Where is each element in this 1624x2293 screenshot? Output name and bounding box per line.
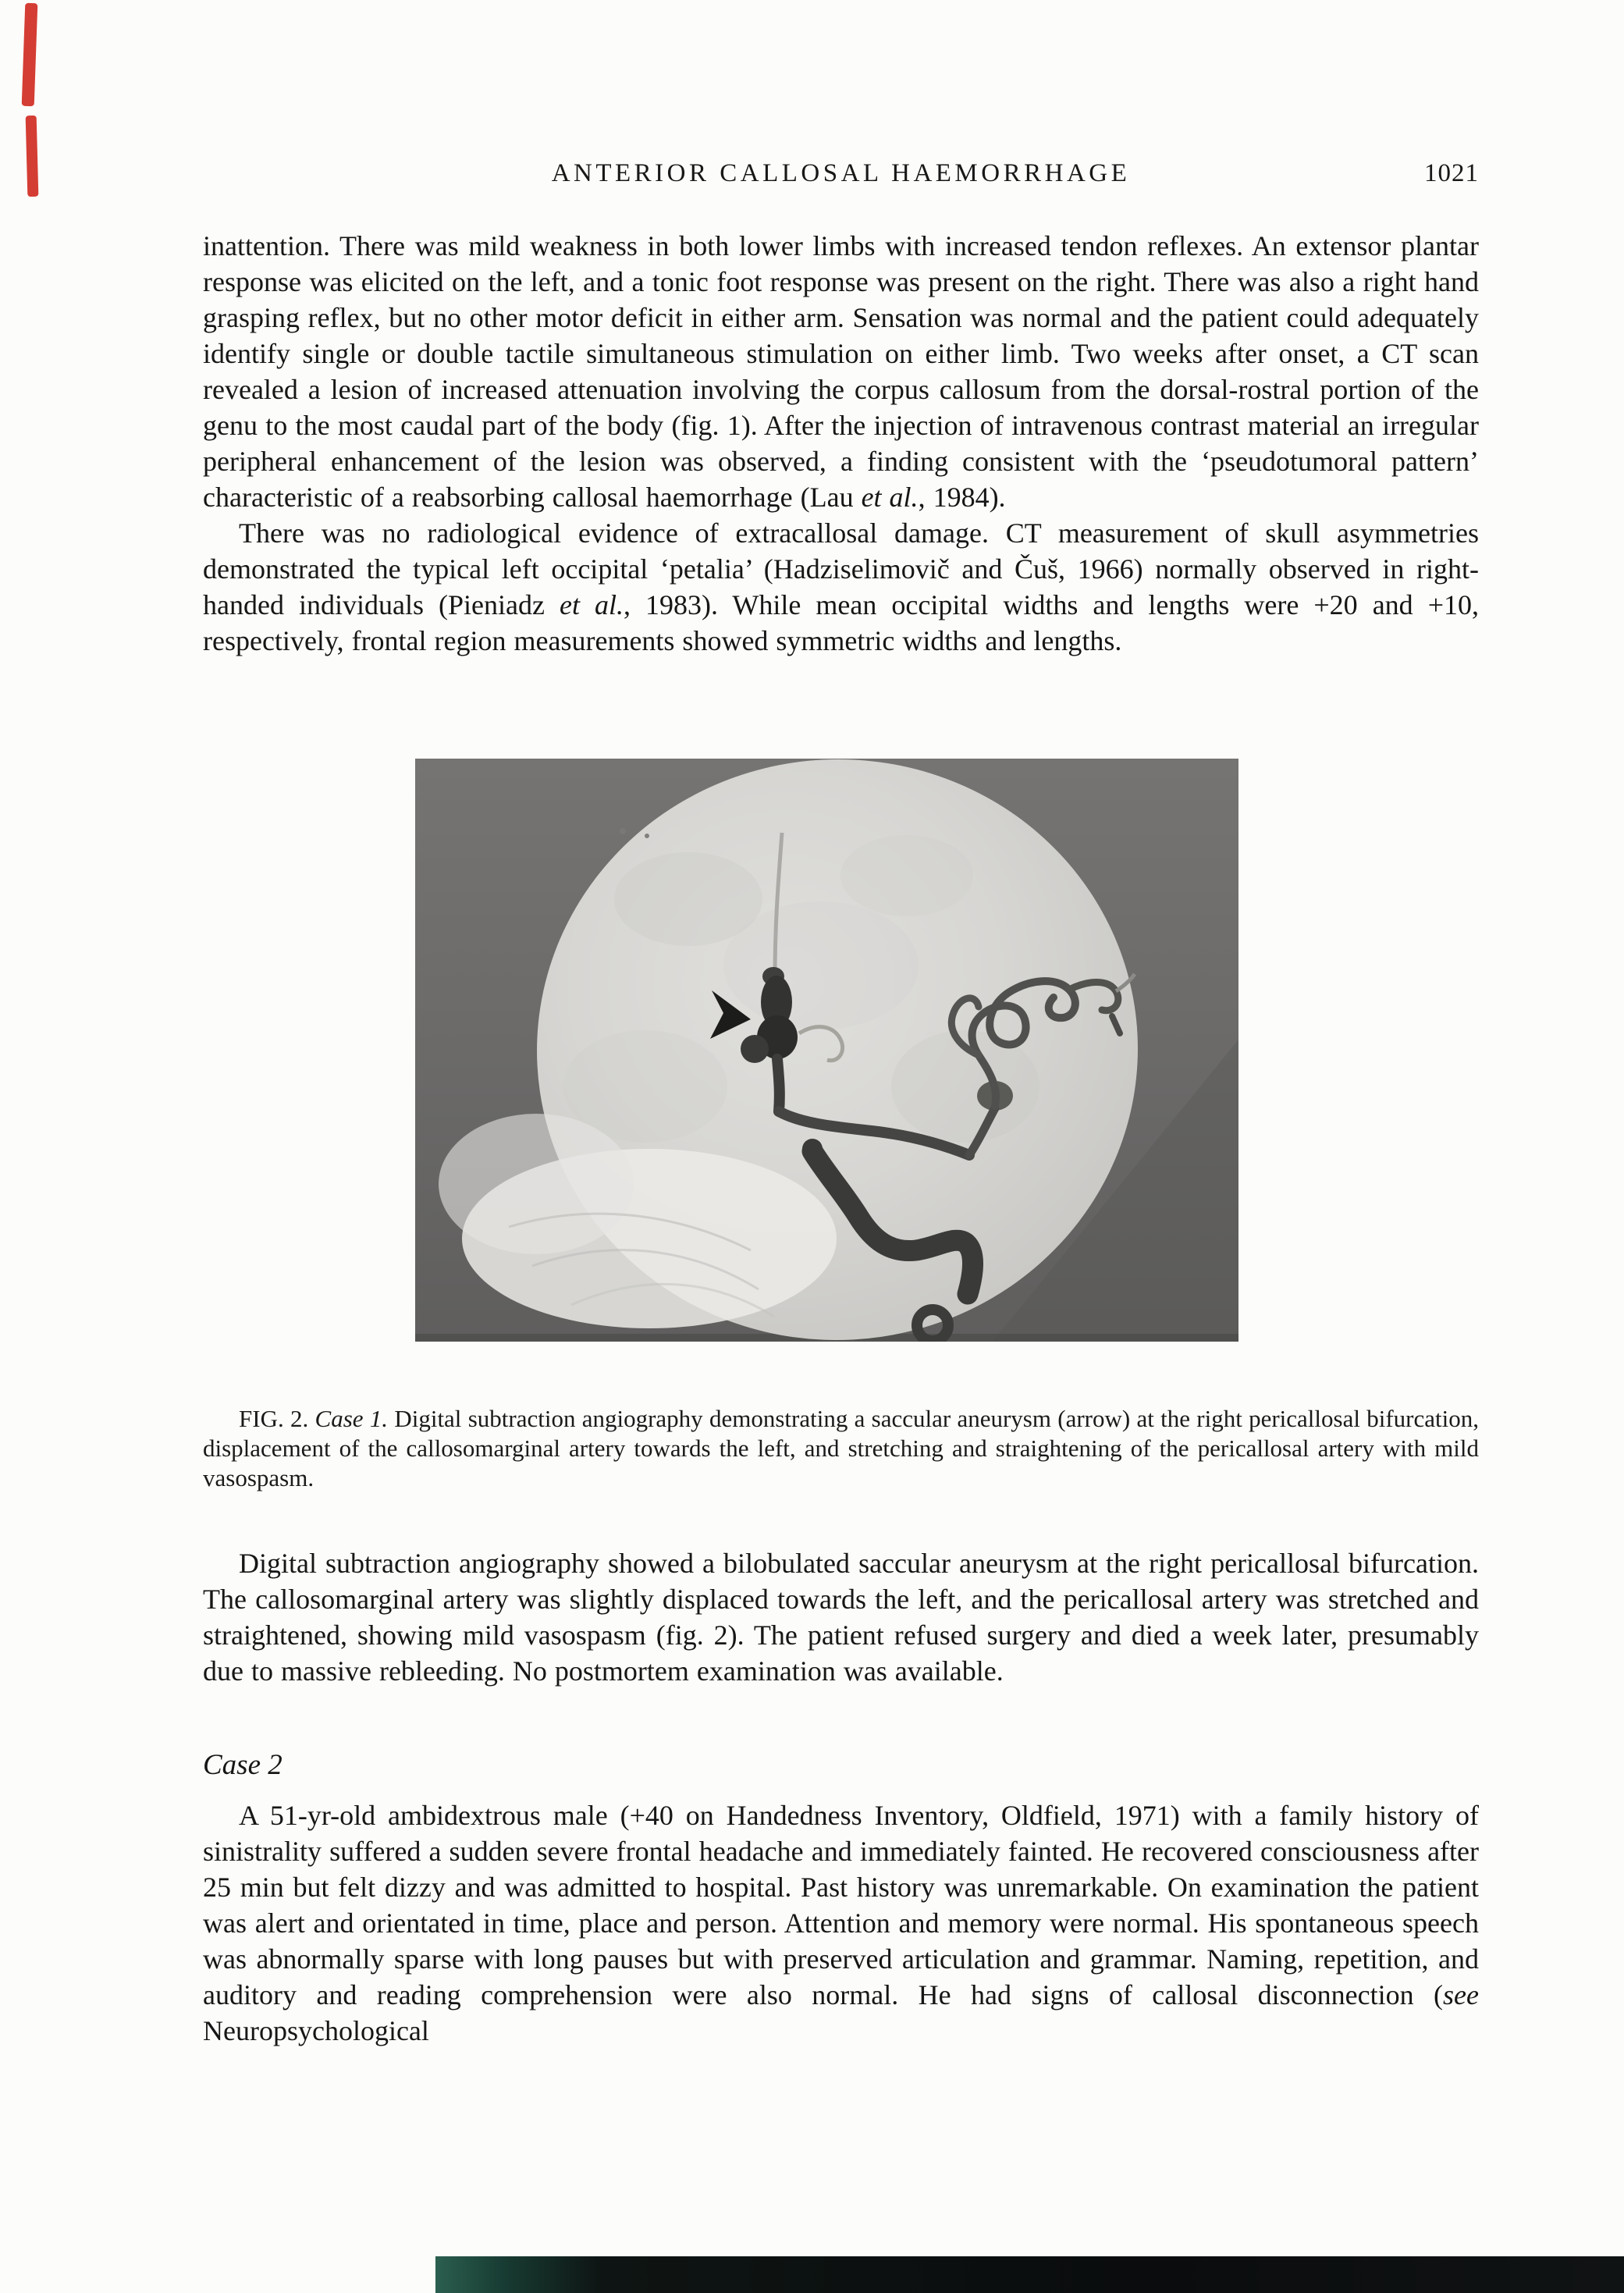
pericallosal-artery: [777, 1059, 780, 1111]
red-scan-mark-bottom: [26, 116, 39, 197]
aneurysm-side-lobe: [741, 1035, 769, 1063]
red-scan-mark-top: [22, 3, 38, 106]
figure-2-caption: FIG. 2. Case 1. Digital subtraction angiography demonstrating a saccular aneurysm (arrow) at the right pericallosal bifurcation, displacement of the callosomarginal artery towards the left, and stretching and straightening of the pericallosal artery with mild vasospasm.: [203, 1405, 1479, 1491]
angiography-illustration: [415, 759, 1238, 1342]
figure-2-angiography-image: [415, 759, 1238, 1342]
case-2-heading: Case 2: [203, 1749, 283, 1781]
paragraph-case-2: A 51-yr-old ambidextrous male (+40 on Handedness Inventory, Oldfield, 1971) with a family history of sinistrality suffered a sudden severe frontal headache and immediately fainted. He recovered consciousness after 25 min but felt dizzy and was admitted to hospital. Past history was unremarkable. On examination the patient was alert and orientated in time, place and person. Attention and memory were normal. His spontaneous speech was abnormally sparse with long pauses but with preserved articulation and grammar. Naming, repetition, and auditory and reading comprehension were also normal. He had signs of callosal disconnection (see Neuropsychological: [203, 1800, 1479, 2046]
running-header: [203, 159, 1479, 198]
body-text-column: [203, 228, 1479, 659]
paragraph-clinical-findings: inattention. There was mild weakness in both lower limbs with increased tendon reflexes. An extensor plantar response was elicited on the left, and a tonic foot response was present on the right. There was also a right hand grasping reflex, but no other motor deficit in either arm. Sensation was normal and the patient could adequately identify single or double tactile simultaneous stimulation on either limb. Two weeks after onset, a CT scan revealed a lesion of increased attenuation involving the corpus callosum from the dorsal-rostral portion of the genu to the most caudal part of the body (fig. 1). After the injection of intravenous contrast material an irregular peripheral enhancement of the lesion was observed, a finding consistent with the ‘pseudotumoral pattern’ characteristic of a reabsorbing callosal haemorrhage (Lau et al., 1984).: [203, 230, 1479, 513]
paragraph-angiography-result: Digital subtraction angiography showed a bilobulated saccular aneurysm at the right pericallosal bifurcation. The callosomarginal artery was slightly displaced towards the left, and the pericallosal artery was stretched and straightened, showing mild vasospasm (fig. 2). The patient refused surgery and died a week later, presumably due to massive rebleeding. No postmortem examination was available.: [203, 1548, 1479, 1687]
paragraph-radiology: There was no radiological evidence of extracallosal damage. CT measurement of skull asymmetries demonstrated the typical left occipital ‘petalia’ (Hadziselimovič and Čuš, 1966) normally observed in right-handed individuals (Pieniadz et al., 1983). While mean occipital widths and lengths were +20 and +10, respectively, frontal region measurements showed symmetric widths and lengths.: [203, 517, 1479, 656]
scanner-edge-band: [435, 2256, 1624, 2293]
running-title: ANTERIOR CALLOSAL HAEMORRHAGE: [551, 159, 1131, 187]
page-number: 1021: [1424, 159, 1479, 187]
